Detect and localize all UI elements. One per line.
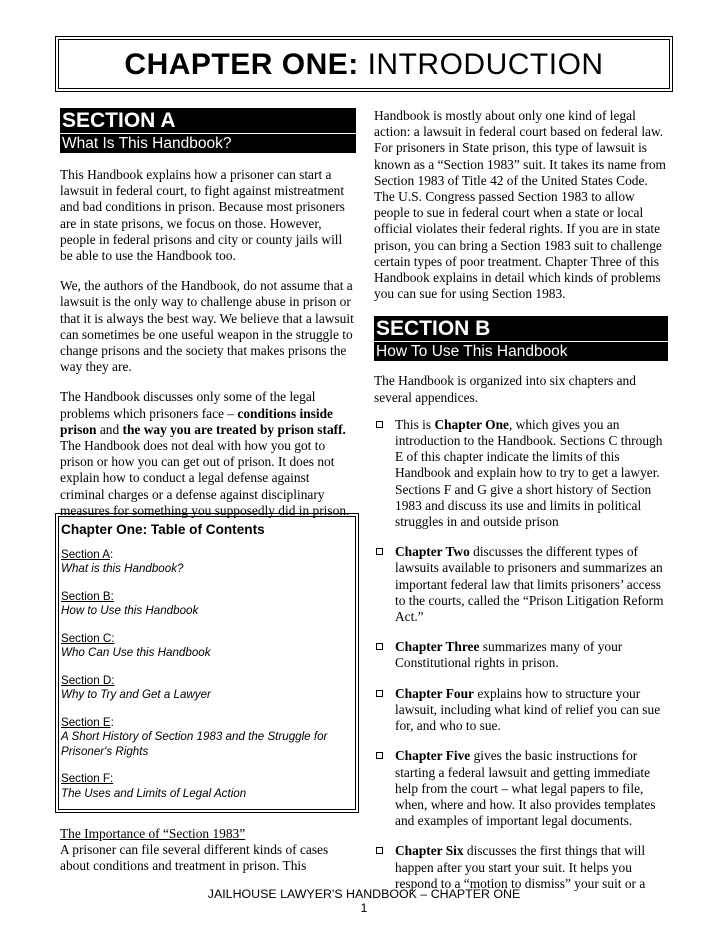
list-item bbox=[374, 686, 668, 735]
page-number: 1 bbox=[360, 901, 368, 915]
checkbox-bullet-icon bbox=[376, 421, 383, 428]
bullet-post: summarizes many of your Constitutional rights in prison. bbox=[395, 639, 623, 671]
left-column bbox=[60, 108, 356, 519]
toc-item-subtitle: What is this Handbook? bbox=[61, 562, 184, 575]
toc-title: Chapter One: Table of Contents bbox=[61, 522, 265, 537]
list-item bbox=[374, 417, 668, 530]
bullet-bold: Chapter Six bbox=[395, 843, 464, 859]
list-item bbox=[374, 843, 668, 892]
toc-item-section-b[interactable] bbox=[61, 590, 353, 619]
bullet-pre: This is bbox=[395, 416, 435, 432]
checkbox-bullet-icon bbox=[376, 752, 383, 759]
checkbox-bullet-icon bbox=[376, 847, 383, 854]
bullet-bold: Chapter Two bbox=[395, 544, 470, 560]
checkbox-bullet-icon bbox=[376, 548, 383, 555]
importance-block bbox=[60, 826, 356, 875]
checkbox-bullet-icon bbox=[376, 643, 383, 650]
section-b-heading: SECTION B bbox=[374, 316, 668, 341]
toc-item-section-f[interactable] bbox=[61, 772, 353, 801]
chapter-title-box bbox=[58, 39, 670, 89]
list-item bbox=[374, 639, 668, 671]
bullet-bold: Chapter Three bbox=[395, 639, 480, 655]
section-a-paragraph-2: We, the authors of the Handbook, do not assume that a lawsuit is the only way to challenge abuse in prison or that it is always the best way. We believe that a lawsuit can sometimes be one useful weapon in the struggle to change prisons and the society that makes prisons the way they are. bbox=[60, 278, 354, 375]
list-item bbox=[374, 748, 668, 829]
bullet-bold: Chapter Five bbox=[395, 748, 471, 764]
checkbox-bullet-icon bbox=[376, 690, 383, 697]
bullet-post: gives the basic instructions for starting a federal lawsuit and getting immediate help from the court – what legal papers to file, when, where and how. It also provides templates and examples of important legal documents. bbox=[395, 748, 656, 829]
toc-item-subtitle: How to Use this Handbook bbox=[61, 604, 199, 617]
toc-item-label[interactable]: Section D: bbox=[61, 673, 115, 687]
chapter-title bbox=[59, 48, 669, 82]
toc-item-section-d[interactable] bbox=[61, 674, 353, 703]
toc-item-subtitle: Who Can Use this Handbook bbox=[61, 646, 211, 659]
chapter-title-rest: INTRODUCTION bbox=[367, 48, 604, 81]
toc-item-section-e[interactable] bbox=[61, 716, 353, 760]
importance-text: A prisoner can file several different kinds of cases about conditions and treatment in prison. This bbox=[60, 842, 329, 874]
section-b-intro: The Handbook is organized into six chapters and several appendices. bbox=[374, 373, 636, 405]
toc-item-subtitle: A Short History of Section 1983 and the Struggle for Prisoner's Rights bbox=[61, 730, 328, 758]
p3-text-e: The Handbook does not deal with how you got to prison or how you can get out of prison. It does not explain how to conduct a legal defense against criminal charges or a defense against disciplinary measures for something you supposedly did in prison. bbox=[60, 438, 350, 518]
p3-bold-treatment: the way you are treated by prison staff. bbox=[122, 421, 346, 437]
bullet-bold: Chapter One bbox=[434, 416, 509, 432]
p3-bold-conditions: conditions inside prison bbox=[60, 405, 333, 437]
toc-item-suffix: : bbox=[109, 547, 114, 561]
toc-item-subtitle: Why to Try and Get a Lawyer bbox=[61, 688, 211, 701]
section-a-heading: SECTION A bbox=[60, 108, 356, 133]
chapter-title-bold: CHAPTER ONE: bbox=[124, 48, 359, 81]
toc-item-label[interactable]: Section E bbox=[61, 715, 111, 729]
bullet-post: , which gives you an introduction to the Handbook. Sections C through E of this chapter indicate the limits of this Handbook and explain how to try to get a lawyer. Sections F and G give a short history of Section 1983 and discuss its use and limits in political struggles in and outside prison bbox=[395, 416, 663, 530]
toc-item-subtitle: The Uses and Limits of Legal Action bbox=[61, 786, 247, 800]
list-item bbox=[374, 544, 668, 625]
page-footer bbox=[0, 887, 728, 915]
section-a-subheading: What Is This Handbook? bbox=[60, 134, 356, 153]
toc-item-label[interactable]: Section A bbox=[61, 547, 110, 561]
bullet-bold: Chapter Four bbox=[395, 685, 474, 701]
section-a-paragraph-3 bbox=[60, 389, 356, 519]
toc-item-label[interactable]: Section F: bbox=[61, 772, 114, 785]
footer-title: JAILHOUSE LAWYER'S HANDBOOK – CHAPTER ONE bbox=[207, 887, 521, 901]
chapter-list bbox=[374, 417, 668, 892]
importance-heading: The Importance of “Section 1983” bbox=[60, 826, 246, 841]
toc-item-suffix: : bbox=[110, 715, 114, 729]
section-a-paragraph-1: This Handbook explains how a prisoner can start a lawsuit in federal court, to fight against mistreatment and bad conditions in prison. Because most prisoners are in state prisons, we focus on those. However, people in federal prisons and city or county jails will be able to use the Handbook too. bbox=[60, 167, 345, 264]
bullet-post: discusses the different types of lawsuits available to prisoners and summarizes an important federal law that limits prisoners’ access to the courts, called the “Prison Litigation Reform Act.” bbox=[395, 544, 664, 625]
right-paragraph-1: Handbook is mostly about only one kind of legal action: a lawsuit in federal court based on federal law. For prisoners in State prison, this type of lawsuit is known as a “Section 1983” suit. It takes its name from Section 1983 of Title 42 of the United States Code. The U.S. Congress passed Section 1983 to allow people to sue in federal court when a state or local official violates their federal rights. If you are in state prison, you can bring a Section 1983 suit to challenge certain types of poor treatment. Chapter Three of this Handbook explains in detail which kinds of problems you can sue for using Section 1983. bbox=[374, 108, 666, 302]
p3-text-c: and bbox=[96, 421, 123, 437]
table-of-contents bbox=[58, 516, 356, 810]
bullet-post: explains how to structure your lawsuit, including what kind of relief you can sue for, and who to sue. bbox=[395, 685, 661, 734]
bullet-post: discusses the first things that will happen after you start your suit. It helps you respond to a “motion to dismiss” your suit or a bbox=[395, 843, 646, 891]
toc-item-label[interactable]: Section B: bbox=[61, 589, 114, 603]
right-column bbox=[374, 108, 668, 906]
p3-text-a: The Handbook discusses only some of the legal problems which prisoners face – bbox=[60, 389, 316, 421]
toc-item-label[interactable]: Section C: bbox=[61, 631, 115, 645]
toc-item-section-a[interactable] bbox=[61, 548, 353, 577]
section-b-subheading: How To Use This Handbook bbox=[374, 342, 668, 361]
toc-item-section-c[interactable] bbox=[61, 632, 353, 661]
